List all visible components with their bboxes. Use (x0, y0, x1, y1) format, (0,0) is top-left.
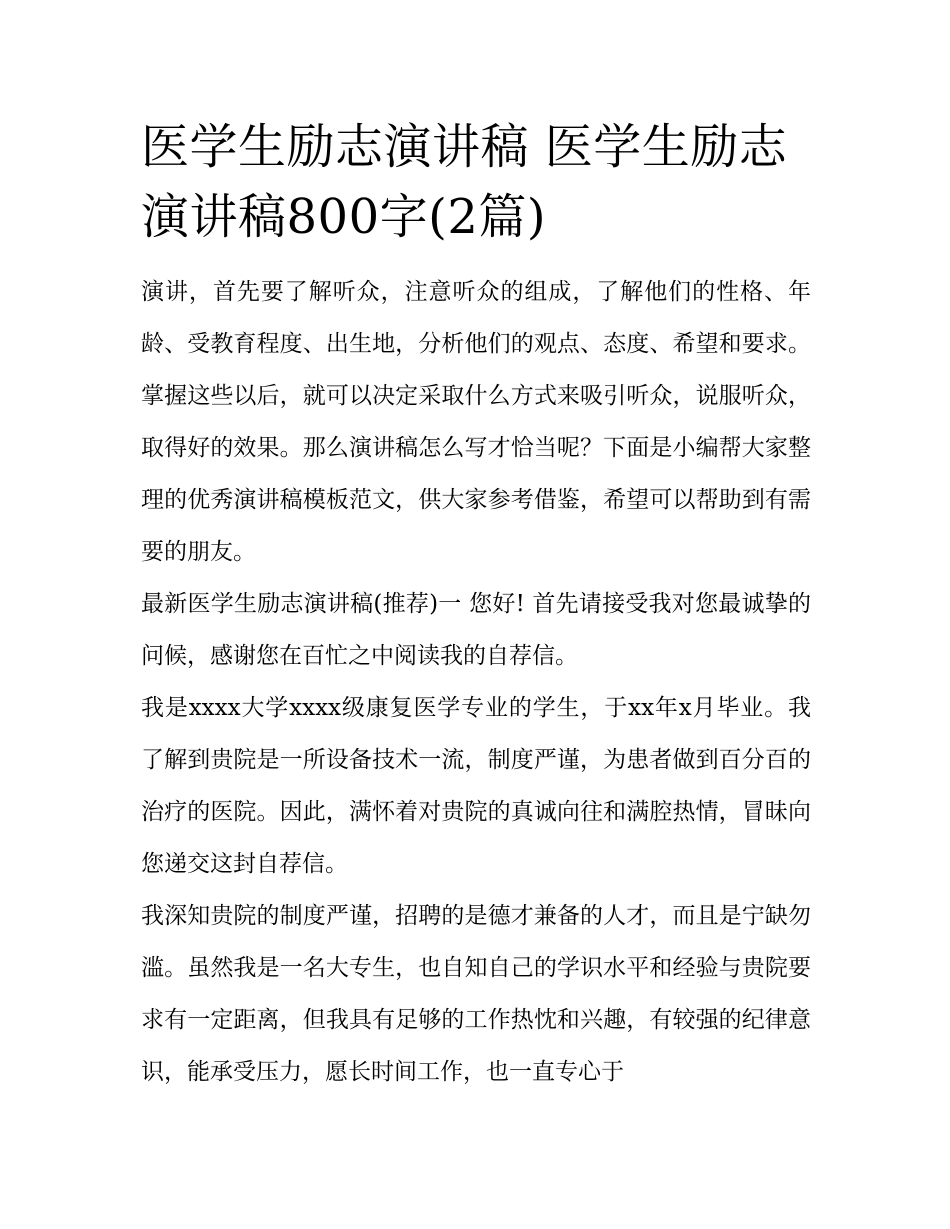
paragraph-qualifications: 我深知贵院的制度严谨，招聘的是德才兼备的人才，而且是宁缺勿滥。虽然我是一名大专生，也自知自己的学识水平和经验与贵院要求有一定距离，但我具有足够的工作热忱和兴趣，有较强的纪律意识，能承受压力，愿长时间工作，也一直专心于 (141, 903, 811, 1085)
document-title: 医学生励志演讲稿 医学生励志演讲稿800字(2篇) (141, 119, 788, 245)
paragraph-intro: 演讲，首先要了解听众，注意听众的组成，了解他们的性格、年龄、受教育程度、出生地，分析他们的观点、态度、希望和要求。掌握这些以后，就可以决定采取什么方式来吸引听众，说服听众，取得好的效果。那么演讲稿怎么写才恰当呢？下面是小编帮大家整理的优秀演讲稿模板范文，供大家参考借鉴，希望可以帮助到有需要的朋友。 (141, 279, 811, 565)
paragraph-greeting: 最新医学生励志演讲稿(推荐)一 您好! 首先请接受我对您最诚挚的问候，感谢您在百忙之中阅读我的自荐信。 (141, 591, 811, 669)
document-content (141, 112, 811, 1098)
paragraph-self-intro: 我是xxxx大学xxxx级康复医学专业的学生，于xx年x月毕业。我了解到贵院是一所设备技术一流，制度严谨，为患者做到百分百的治疗的医院。因此，满怀着对贵院的真诚向往和满腔热情，冒昧向您递交这封自荐信。 (141, 695, 811, 877)
